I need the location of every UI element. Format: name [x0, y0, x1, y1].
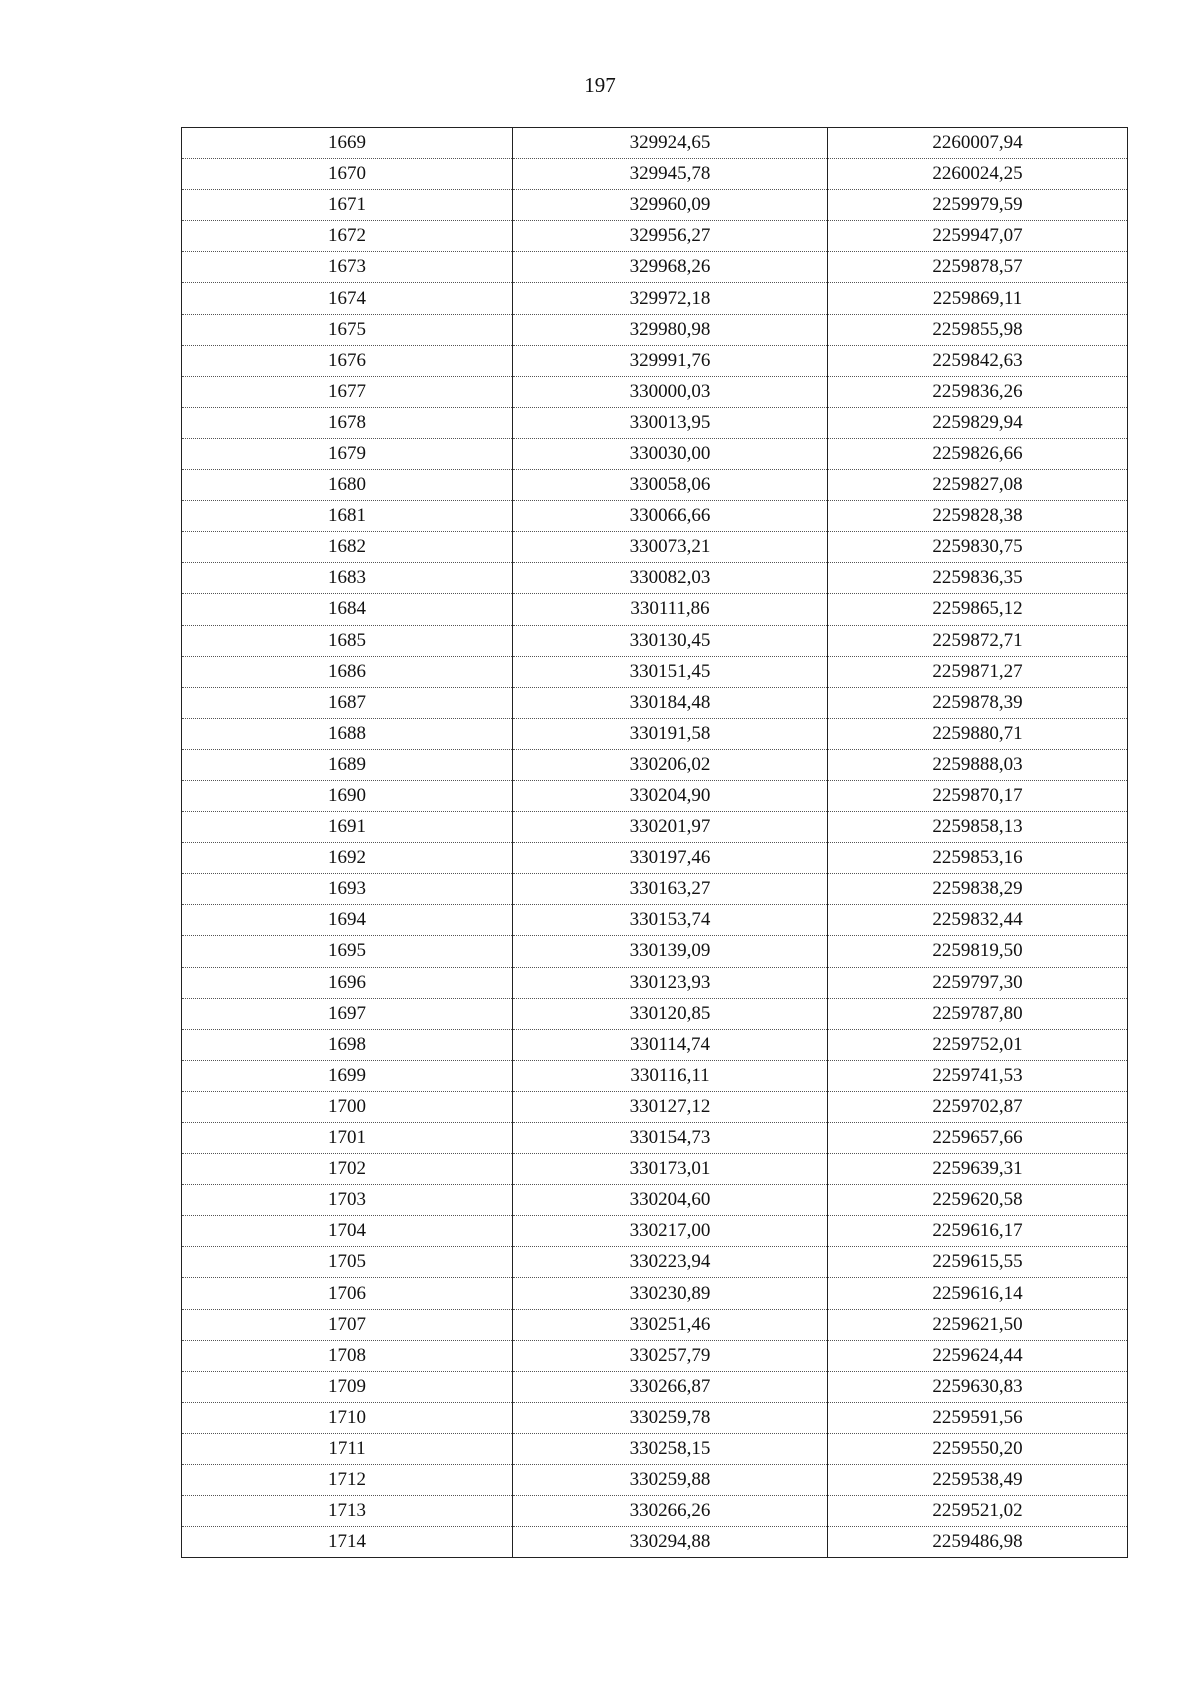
table-row	[182, 780, 1128, 811]
table-row	[182, 1527, 1128, 1558]
point-number-cell: 1691	[182, 812, 513, 843]
point-number-cell: 1693	[182, 874, 513, 905]
y-coordinate-cell: 2259639,31	[828, 1154, 1128, 1185]
x-coordinate-cell: 330266,87	[513, 1371, 828, 1402]
table-row	[182, 159, 1128, 190]
y-coordinate-cell: 2259830,75	[828, 532, 1128, 563]
y-coordinate-cell: 2259838,29	[828, 874, 1128, 905]
y-coordinate-cell: 2259615,55	[828, 1247, 1128, 1278]
table-row	[182, 1340, 1128, 1371]
point-number-cell: 1706	[182, 1278, 513, 1309]
y-coordinate-cell: 2259865,12	[828, 594, 1128, 625]
y-coordinate-cell: 2259616,17	[828, 1216, 1128, 1247]
y-coordinate-cell: 2259872,71	[828, 625, 1128, 656]
point-number-cell: 1690	[182, 780, 513, 811]
table-row	[182, 1465, 1128, 1496]
point-number-cell: 1708	[182, 1340, 513, 1371]
point-number-cell: 1681	[182, 501, 513, 532]
x-coordinate-cell: 330294,88	[513, 1527, 828, 1558]
x-coordinate-cell: 330139,09	[513, 936, 828, 967]
x-coordinate-cell: 329972,18	[513, 283, 828, 314]
y-coordinate-cell: 2259853,16	[828, 843, 1128, 874]
point-number-cell: 1683	[182, 563, 513, 594]
x-coordinate-cell: 330191,58	[513, 718, 828, 749]
point-number-cell: 1696	[182, 967, 513, 998]
x-coordinate-cell: 330073,21	[513, 532, 828, 563]
table-row	[182, 283, 1128, 314]
x-coordinate-cell: 329968,26	[513, 252, 828, 283]
x-coordinate-cell: 329956,27	[513, 221, 828, 252]
x-coordinate-cell: 330123,93	[513, 967, 828, 998]
x-coordinate-cell: 330251,46	[513, 1309, 828, 1340]
x-coordinate-cell: 330082,03	[513, 563, 828, 594]
table-row	[182, 718, 1128, 749]
y-coordinate-cell: 2259657,66	[828, 1123, 1128, 1154]
y-coordinate-cell: 2259829,94	[828, 407, 1128, 438]
table-row	[182, 1371, 1128, 1402]
x-coordinate-cell: 330230,89	[513, 1278, 828, 1309]
point-number-cell: 1679	[182, 438, 513, 469]
point-number-cell: 1676	[182, 345, 513, 376]
table-row	[182, 532, 1128, 563]
table-row	[182, 563, 1128, 594]
coordinates-table	[181, 127, 1128, 1558]
y-coordinate-cell: 2259741,53	[828, 1060, 1128, 1091]
x-coordinate-cell: 330257,79	[513, 1340, 828, 1371]
x-coordinate-cell: 330204,90	[513, 780, 828, 811]
point-number-cell: 1699	[182, 1060, 513, 1091]
y-coordinate-cell: 2259616,14	[828, 1278, 1128, 1309]
point-number-cell: 1674	[182, 283, 513, 314]
point-number-cell: 1688	[182, 718, 513, 749]
point-number-cell: 1698	[182, 1029, 513, 1060]
page-number: 197	[584, 73, 616, 97]
x-coordinate-cell: 330163,27	[513, 874, 828, 905]
x-coordinate-cell: 330217,00	[513, 1216, 828, 1247]
table-row	[182, 1433, 1128, 1464]
x-coordinate-cell: 330258,15	[513, 1433, 828, 1464]
x-coordinate-cell: 330151,45	[513, 656, 828, 687]
point-number-cell: 1694	[182, 905, 513, 936]
point-number-cell: 1686	[182, 656, 513, 687]
table-row	[182, 1091, 1128, 1122]
table-row	[182, 687, 1128, 718]
table-row	[182, 843, 1128, 874]
x-coordinate-cell: 330204,60	[513, 1185, 828, 1216]
table-row	[182, 1309, 1128, 1340]
point-number-cell: 1707	[182, 1309, 513, 1340]
x-coordinate-cell: 330130,45	[513, 625, 828, 656]
table-row	[182, 625, 1128, 656]
x-coordinate-cell: 330154,73	[513, 1123, 828, 1154]
y-coordinate-cell: 2259826,66	[828, 438, 1128, 469]
table-row	[182, 1185, 1128, 1216]
table-row	[182, 1029, 1128, 1060]
x-coordinate-cell: 330153,74	[513, 905, 828, 936]
y-coordinate-cell: 2259538,49	[828, 1465, 1128, 1496]
y-coordinate-cell: 2259878,57	[828, 252, 1128, 283]
point-number-cell: 1678	[182, 407, 513, 438]
y-coordinate-cell: 2259979,59	[828, 190, 1128, 221]
x-coordinate-cell: 330120,85	[513, 998, 828, 1029]
point-number-cell: 1710	[182, 1402, 513, 1433]
x-coordinate-cell: 329980,98	[513, 314, 828, 345]
point-number-cell: 1703	[182, 1185, 513, 1216]
point-number-cell: 1709	[182, 1371, 513, 1402]
table-row	[182, 221, 1128, 252]
point-number-cell: 1680	[182, 470, 513, 501]
point-number-cell: 1672	[182, 221, 513, 252]
y-coordinate-cell: 2259842,63	[828, 345, 1128, 376]
x-coordinate-cell: 330197,46	[513, 843, 828, 874]
point-number-cell: 1701	[182, 1123, 513, 1154]
point-number-cell: 1711	[182, 1433, 513, 1464]
y-coordinate-cell: 2259870,17	[828, 780, 1128, 811]
y-coordinate-cell: 2259855,98	[828, 314, 1128, 345]
x-coordinate-cell: 330201,97	[513, 812, 828, 843]
x-coordinate-cell: 330066,66	[513, 501, 828, 532]
table-row	[182, 128, 1128, 159]
table-row	[182, 1247, 1128, 1278]
y-coordinate-cell: 2259752,01	[828, 1029, 1128, 1060]
table-row	[182, 1402, 1128, 1433]
table-row	[182, 438, 1128, 469]
point-number-cell: 1695	[182, 936, 513, 967]
x-coordinate-cell: 329945,78	[513, 159, 828, 190]
table-row	[182, 407, 1128, 438]
y-coordinate-cell: 2259486,98	[828, 1527, 1128, 1558]
point-number-cell: 1702	[182, 1154, 513, 1185]
point-number-cell: 1689	[182, 749, 513, 780]
table-row	[182, 749, 1128, 780]
table-row	[182, 1216, 1128, 1247]
y-coordinate-cell: 2259858,13	[828, 812, 1128, 843]
point-number-cell: 1700	[182, 1091, 513, 1122]
y-coordinate-cell: 2259947,07	[828, 221, 1128, 252]
point-number-cell: 1713	[182, 1496, 513, 1527]
y-coordinate-cell: 2259828,38	[828, 501, 1128, 532]
table-row	[182, 470, 1128, 501]
point-number-cell: 1692	[182, 843, 513, 874]
y-coordinate-cell: 2259836,35	[828, 563, 1128, 594]
table-row	[182, 1278, 1128, 1309]
x-coordinate-cell: 330173,01	[513, 1154, 828, 1185]
x-coordinate-cell: 330223,94	[513, 1247, 828, 1278]
point-number-cell: 1671	[182, 190, 513, 221]
x-coordinate-cell: 330206,02	[513, 749, 828, 780]
point-number-cell: 1684	[182, 594, 513, 625]
y-coordinate-cell: 2260007,94	[828, 128, 1128, 159]
table-row	[182, 594, 1128, 625]
table-row	[182, 812, 1128, 843]
table-row	[182, 190, 1128, 221]
y-coordinate-cell: 2259702,87	[828, 1091, 1128, 1122]
table-row	[182, 998, 1128, 1029]
point-number-cell: 1697	[182, 998, 513, 1029]
table-row	[182, 1496, 1128, 1527]
y-coordinate-cell: 2259878,39	[828, 687, 1128, 718]
table-row	[182, 252, 1128, 283]
table-row	[182, 314, 1128, 345]
table-row	[182, 1154, 1128, 1185]
x-coordinate-cell: 330058,06	[513, 470, 828, 501]
point-number-cell: 1685	[182, 625, 513, 656]
x-coordinate-cell: 330259,88	[513, 1465, 828, 1496]
point-number-cell: 1673	[182, 252, 513, 283]
x-coordinate-cell: 330127,12	[513, 1091, 828, 1122]
x-coordinate-cell: 330030,00	[513, 438, 828, 469]
y-coordinate-cell: 2259787,80	[828, 998, 1128, 1029]
coordinates-table-body	[182, 128, 1128, 1558]
table-row	[182, 1123, 1128, 1154]
point-number-cell: 1675	[182, 314, 513, 345]
point-number-cell: 1670	[182, 159, 513, 190]
y-coordinate-cell: 2259819,50	[828, 936, 1128, 967]
table-row	[182, 656, 1128, 687]
x-coordinate-cell: 330114,74	[513, 1029, 828, 1060]
table-row	[182, 936, 1128, 967]
y-coordinate-cell: 2259869,11	[828, 283, 1128, 314]
point-number-cell: 1712	[182, 1465, 513, 1496]
x-coordinate-cell: 330000,03	[513, 376, 828, 407]
table-row	[182, 345, 1128, 376]
y-coordinate-cell: 2259591,56	[828, 1402, 1128, 1433]
y-coordinate-cell: 2259797,30	[828, 967, 1128, 998]
x-coordinate-cell: 329924,65	[513, 128, 828, 159]
point-number-cell: 1682	[182, 532, 513, 563]
x-coordinate-cell: 330116,11	[513, 1060, 828, 1091]
point-number-cell: 1687	[182, 687, 513, 718]
y-coordinate-cell: 2259621,50	[828, 1309, 1128, 1340]
point-number-cell: 1704	[182, 1216, 513, 1247]
x-coordinate-cell: 329991,76	[513, 345, 828, 376]
y-coordinate-cell: 2260024,25	[828, 159, 1128, 190]
table-row	[182, 501, 1128, 532]
point-number-cell: 1714	[182, 1527, 513, 1558]
x-coordinate-cell: 330266,26	[513, 1496, 828, 1527]
x-coordinate-cell: 330111,86	[513, 594, 828, 625]
point-number-cell: 1677	[182, 376, 513, 407]
table-row	[182, 1060, 1128, 1091]
y-coordinate-cell: 2259630,83	[828, 1371, 1128, 1402]
y-coordinate-cell: 2259550,20	[828, 1433, 1128, 1464]
y-coordinate-cell: 2259521,02	[828, 1496, 1128, 1527]
y-coordinate-cell: 2259832,44	[828, 905, 1128, 936]
x-coordinate-cell: 330259,78	[513, 1402, 828, 1433]
x-coordinate-cell: 330184,48	[513, 687, 828, 718]
y-coordinate-cell: 2259836,26	[828, 376, 1128, 407]
y-coordinate-cell: 2259827,08	[828, 470, 1128, 501]
table-row	[182, 874, 1128, 905]
table-row	[182, 905, 1128, 936]
y-coordinate-cell: 2259880,71	[828, 718, 1128, 749]
table-row	[182, 376, 1128, 407]
y-coordinate-cell: 2259624,44	[828, 1340, 1128, 1371]
y-coordinate-cell: 2259888,03	[828, 749, 1128, 780]
x-coordinate-cell: 329960,09	[513, 190, 828, 221]
y-coordinate-cell: 2259871,27	[828, 656, 1128, 687]
point-number-cell: 1669	[182, 128, 513, 159]
y-coordinate-cell: 2259620,58	[828, 1185, 1128, 1216]
point-number-cell: 1705	[182, 1247, 513, 1278]
table-row	[182, 967, 1128, 998]
x-coordinate-cell: 330013,95	[513, 407, 828, 438]
